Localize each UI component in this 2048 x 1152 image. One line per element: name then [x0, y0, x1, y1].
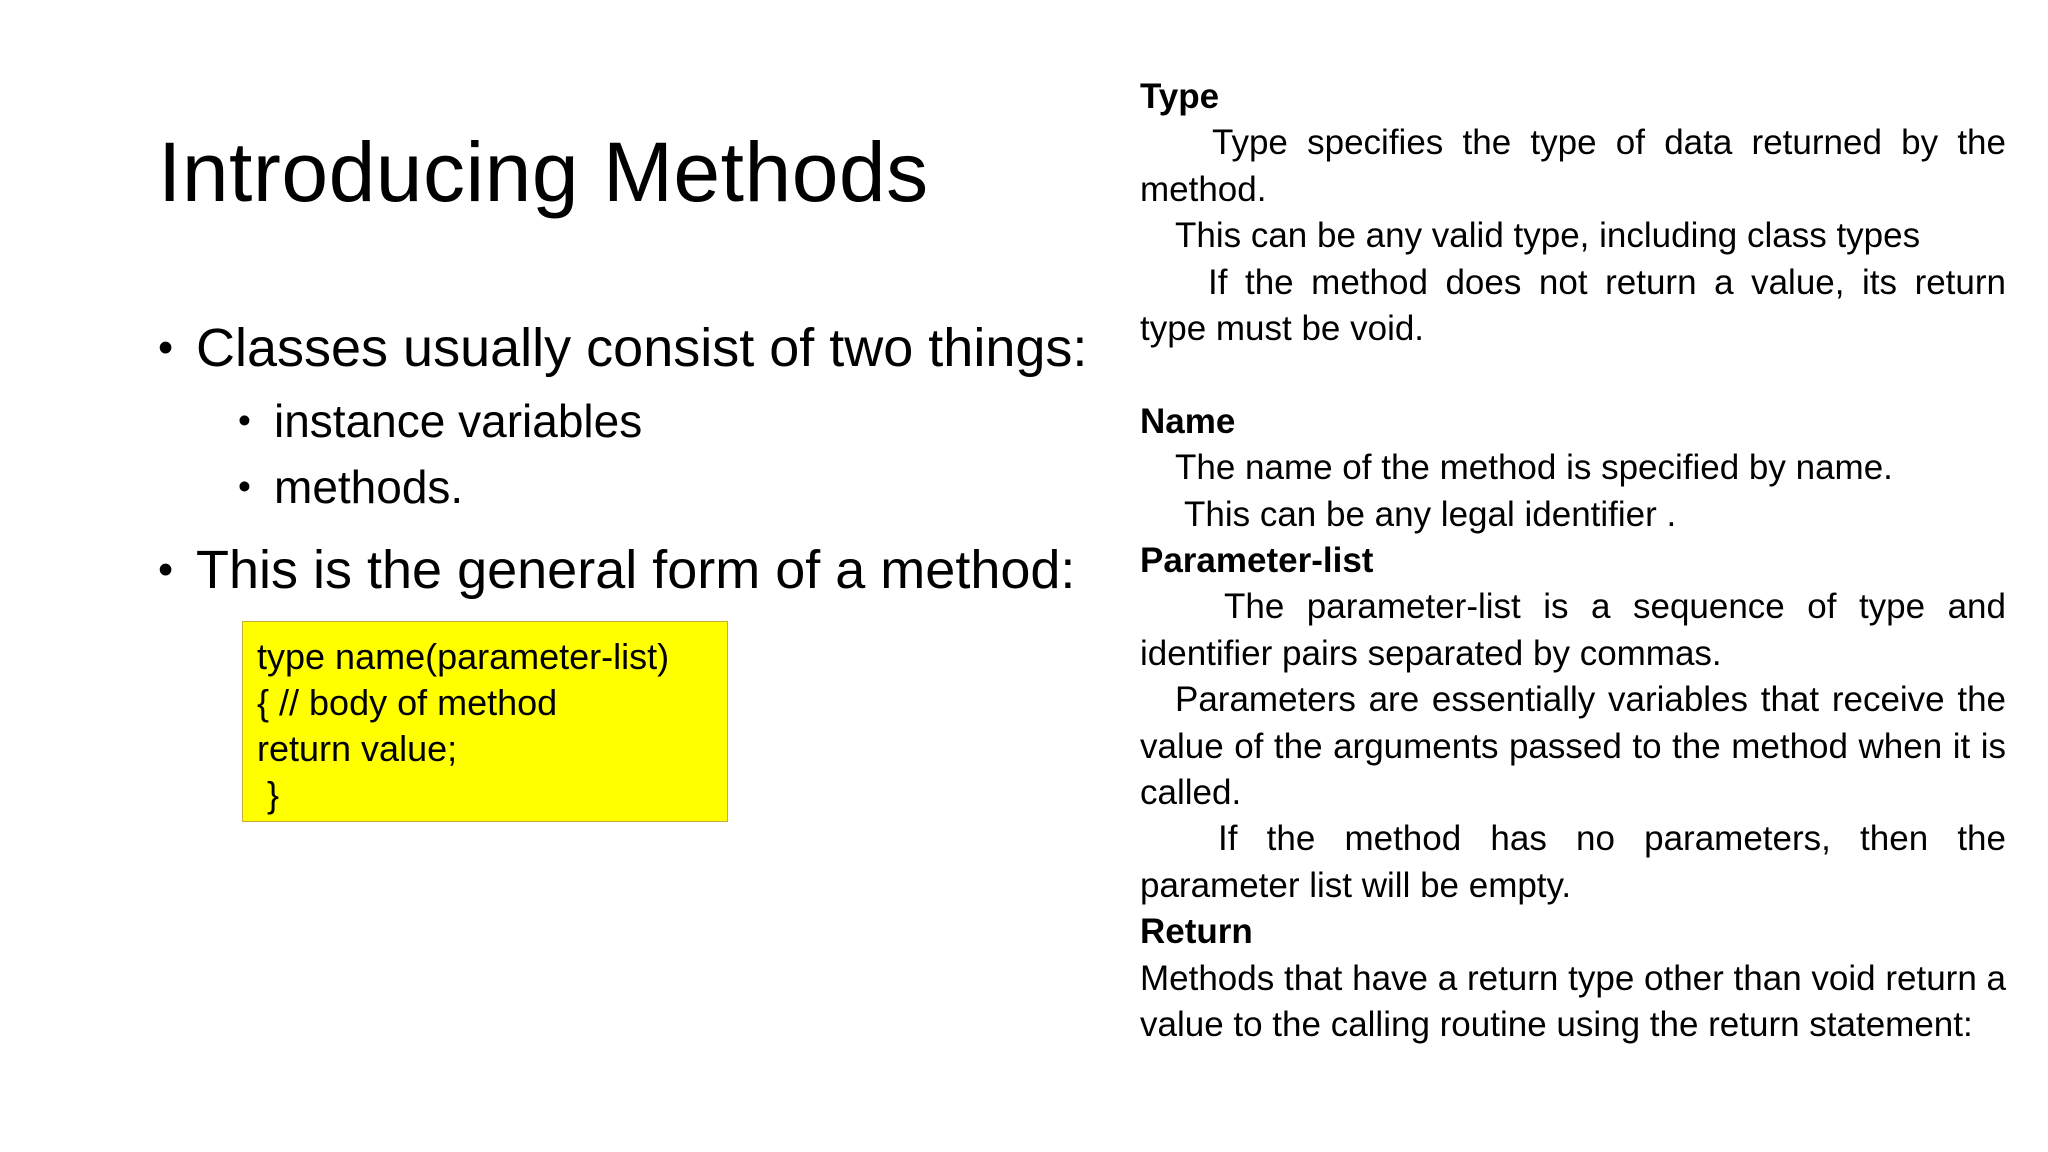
return-heading: Return: [1140, 912, 1253, 952]
sub-bullet-text: methods.: [274, 461, 464, 513]
bullet-dot-icon: •: [238, 466, 251, 507]
bullet-dot-icon: •: [158, 324, 174, 372]
code-line: type name(parameter-list): [257, 636, 670, 677]
type-paragraph: Type specifies the type of data returned by the method.: [1140, 123, 2006, 209]
parameter-list-paragraph: The parameter-list is a sequence of type and identifier pairs separated by commas.: [1140, 587, 2006, 673]
parameter-list-paragraph: Parameters are essentially variables that receive the value of the arguments passed to the method when it is called.: [1140, 680, 2006, 813]
name-paragraph: This can be any legal identifier .: [1184, 494, 1677, 534]
type-paragraph: If the method does not return a value, its return type must be void.: [1140, 262, 2006, 349]
parameter-list-heading: Parameter-list: [1140, 541, 1374, 581]
code-line: }: [257, 774, 280, 815]
bullet-dot-icon: •: [158, 546, 174, 594]
sub-bullet-item: [158, 388, 1108, 454]
type-paragraph: This can be any valid type, including class types: [1175, 216, 1921, 256]
bullet-list: [158, 312, 1108, 606]
sub-bullet-item: [158, 454, 1108, 520]
bullet-item: [158, 534, 1108, 606]
bullet-item: [158, 312, 1108, 384]
method-parts-description: [1140, 74, 2006, 1049]
sub-bullet-text: instance variables: [274, 395, 643, 447]
parameter-list-paragraph: If the method has no parameters, then the parameter list will be empty.: [1140, 819, 2006, 905]
bullet-dot-icon: •: [238, 400, 251, 441]
bullet-text: This is the general form of a method:: [196, 540, 1076, 600]
method-syntax-box: [242, 621, 728, 822]
slide-title: Introducing Methods: [158, 125, 929, 219]
code-line: { // body of method: [257, 682, 558, 723]
return-paragraph: Methods that have a return type other than void return a value to the calling routine using the return statement:: [1140, 958, 2006, 1045]
code-line: return value;: [257, 728, 458, 769]
name-paragraph: The name of the method is specified by name.: [1175, 448, 1893, 488]
type-heading: Type: [1140, 77, 1220, 116]
name-heading: Name: [1140, 401, 1236, 441]
bullet-text: Classes usually consist of two things:: [196, 318, 1088, 378]
